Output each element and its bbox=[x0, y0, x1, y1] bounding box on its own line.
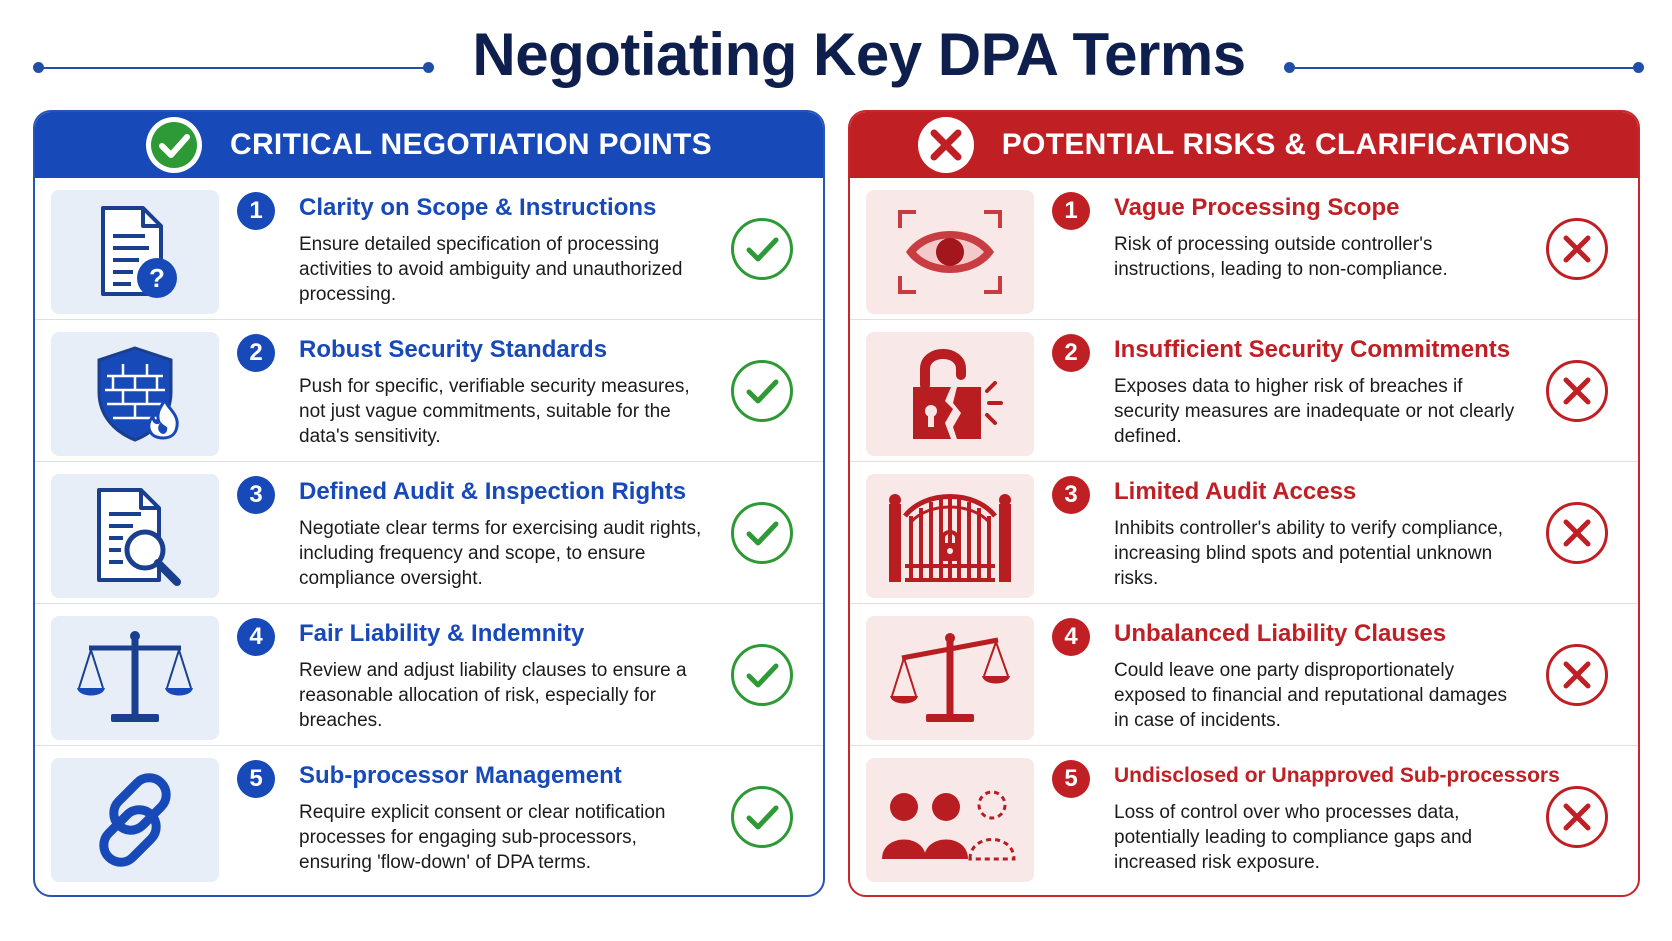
chain-link-icon bbox=[51, 758, 219, 882]
title-row bbox=[0, 8, 1672, 104]
risk-description: Loss of control over who processes data, potentially leading to compliance gaps and increased risk exposure. bbox=[1114, 802, 1473, 873]
point-description: Push for specific, verifiable security measures, not just vague commitments, suitable for the data's sensitivity. bbox=[299, 376, 690, 447]
check-mark-icon bbox=[731, 218, 793, 280]
panel-title-negotiation: CRITICAL NEGOTIATION POINTS bbox=[230, 128, 712, 161]
svg-text:?: ? bbox=[149, 263, 165, 293]
x-mark-icon bbox=[1546, 502, 1608, 564]
step-number-badge: 5 bbox=[1052, 760, 1090, 798]
document-question-icon bbox=[51, 190, 219, 314]
risk-description: Could leave one party disproportionately exposed to financial and reputational damages in case of incidents. bbox=[1114, 660, 1507, 731]
check-mark-icon bbox=[731, 644, 793, 706]
risk-item-3 bbox=[850, 462, 1638, 604]
point-title: Robust Security Standards bbox=[299, 336, 608, 363]
people-unknown-icon bbox=[866, 758, 1034, 882]
page-title: Negotiating Key DPA Terms bbox=[472, 21, 1246, 88]
step-number-badge: 3 bbox=[237, 476, 275, 514]
check-mark-icon bbox=[731, 360, 793, 422]
risk-description: Risk of processing outside controller's instructions, leading to non-compliance. bbox=[1114, 234, 1448, 280]
step-number-badge: 2 bbox=[1052, 334, 1090, 372]
step-number-badge: 4 bbox=[1052, 618, 1090, 656]
risk-title: Undisclosed or Unapproved Sub-processors bbox=[1114, 764, 1560, 787]
negotiation-point-4 bbox=[35, 604, 823, 746]
risk-title: Unbalanced Liability Clauses bbox=[1114, 620, 1447, 647]
panel-header-negotiation bbox=[35, 112, 823, 178]
panel-title-risks: POTENTIAL RISKS & CLARIFICATIONS bbox=[1001, 128, 1571, 161]
balance-scale-icon bbox=[51, 616, 219, 740]
negotiation-points-panel bbox=[33, 110, 825, 897]
risk-title: Vague Processing Scope bbox=[1114, 194, 1400, 221]
point-title: Defined Audit & Inspection Rights bbox=[299, 478, 687, 505]
negotiation-point-1 bbox=[35, 178, 823, 320]
negotiation-point-3 bbox=[35, 462, 823, 604]
title-rule-left bbox=[38, 67, 430, 69]
x-mark-icon bbox=[1546, 360, 1608, 422]
risk-item-2 bbox=[850, 320, 1638, 462]
tilted-scale-icon bbox=[866, 616, 1034, 740]
point-description: Review and adjust liability clauses to ensure a reasonable allocation of risk, especially for breaches. bbox=[299, 660, 687, 731]
locked-gate-icon bbox=[866, 474, 1034, 598]
point-description: Require explicit consent or clear notification processes for engaging sub-processors, ensuring 'flow-down' of DPA terms. bbox=[299, 802, 666, 873]
broken-padlock-icon bbox=[866, 332, 1034, 456]
negotiation-point-5 bbox=[35, 746, 823, 888]
risk-title: Limited Audit Access bbox=[1114, 478, 1357, 505]
panel-header-risks bbox=[850, 112, 1638, 178]
step-number-badge: 2 bbox=[237, 334, 275, 372]
eye-scan-icon bbox=[866, 190, 1034, 314]
x-mark-icon bbox=[1546, 644, 1608, 706]
negotiation-point-2 bbox=[35, 320, 823, 462]
x-mark-icon bbox=[1546, 218, 1608, 280]
title-rule-left-end-dot bbox=[33, 62, 44, 73]
risk-title: Insufficient Security Commitments bbox=[1114, 336, 1511, 363]
risk-description: Inhibits controller's ability to verify compliance, increasing blind spots and potential unknown risks. bbox=[1114, 518, 1504, 589]
shield-firewall-icon bbox=[51, 332, 219, 456]
x-circle-icon bbox=[918, 117, 974, 173]
check-mark-icon bbox=[731, 786, 793, 848]
step-number-badge: 5 bbox=[237, 760, 275, 798]
point-description: Ensure detailed specification of processing activities to avoid ambiguity and unauthorized processing. bbox=[299, 234, 683, 305]
point-title: Clarity on Scope & Instructions bbox=[299, 194, 657, 221]
step-number-badge: 3 bbox=[1052, 476, 1090, 514]
title-rule-right bbox=[1288, 67, 1638, 69]
risks-panel bbox=[848, 110, 1640, 897]
point-title: Sub-processor Management bbox=[299, 762, 622, 789]
point-description: Negotiate clear terms for exercising audit rights, including frequency and scope, to ensure compliance oversight. bbox=[299, 518, 702, 589]
check-mark-icon bbox=[731, 502, 793, 564]
step-number-badge: 4 bbox=[237, 618, 275, 656]
document-magnifier-icon bbox=[51, 474, 219, 598]
step-number-badge: 1 bbox=[237, 192, 275, 230]
risk-item-5 bbox=[850, 746, 1638, 888]
title-rule-right-end-dot bbox=[1633, 62, 1644, 73]
step-number-badge: 1 bbox=[1052, 192, 1090, 230]
check-circle-icon bbox=[146, 117, 202, 173]
risk-description: Exposes data to higher risk of breaches if security measures are inadequate or not clearly defined. bbox=[1114, 376, 1515, 447]
risk-item-1 bbox=[850, 178, 1638, 320]
risk-item-4 bbox=[850, 604, 1638, 746]
point-title: Fair Liability & Indemnity bbox=[299, 620, 585, 647]
x-mark-icon bbox=[1546, 786, 1608, 848]
